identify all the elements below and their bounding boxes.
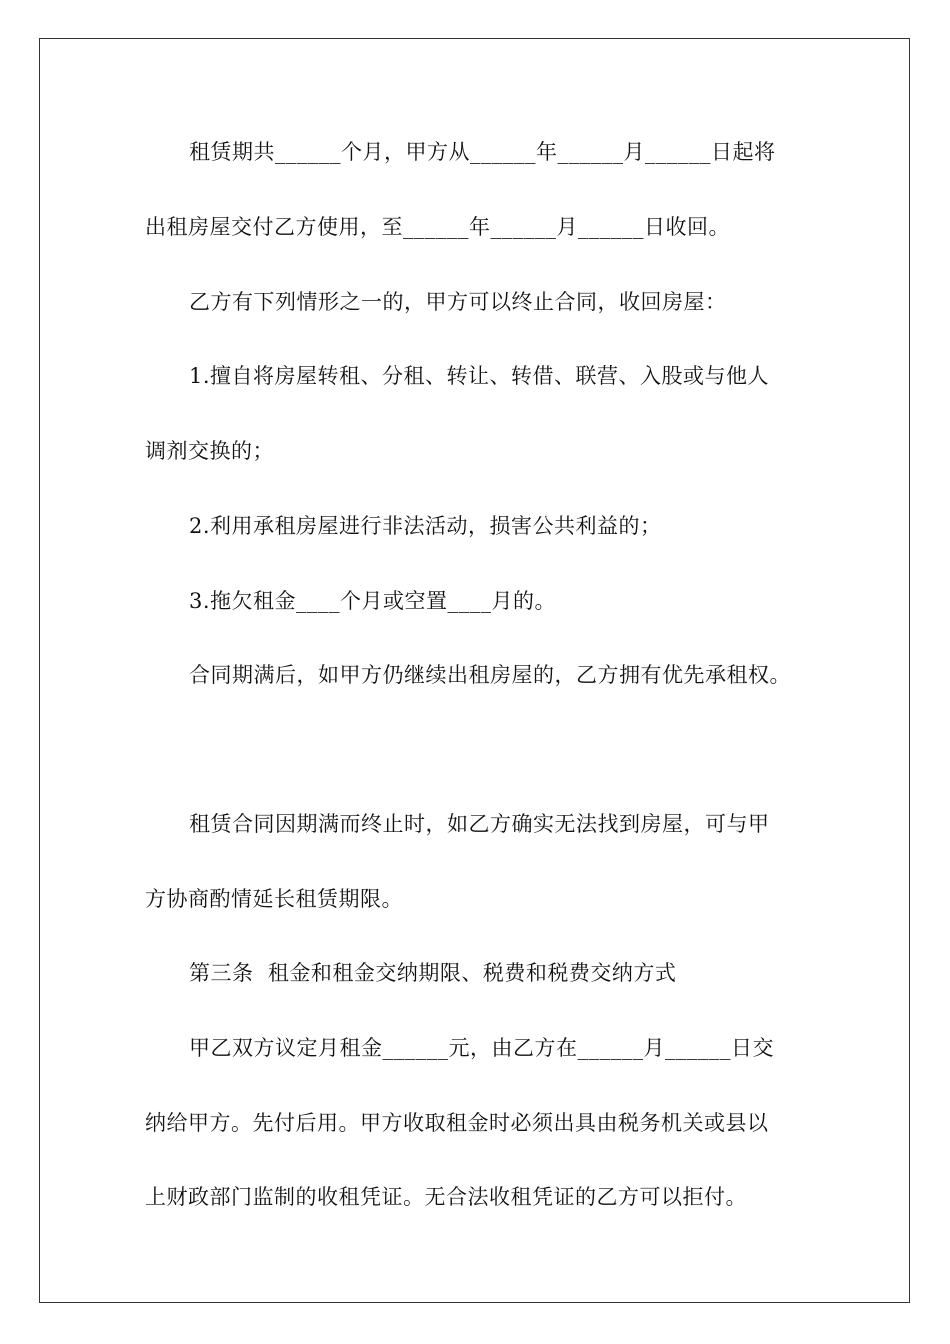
paragraph-rent-line-2: 纳给甲方。先付后用。甲方收取租金时必须出具由税务机关或县以 xyxy=(145,1111,769,1135)
paragraph-rent-line-3: 上财政部门监制的收租凭证。无合法收租凭证的乙方可以拒付。 xyxy=(145,1185,747,1209)
clause-1-line-2: 调剂交换的； xyxy=(145,439,274,463)
clause-1-line-1: 1.擅自将房屋转租、分租、转让、转借、联营、入股或与他人 xyxy=(189,364,770,388)
paragraph-lease-term-line-2: 出租房屋交付乙方使用，至______年______月______日收回。 xyxy=(145,215,730,239)
paragraph-extension-line-1: 租赁合同因期满而终止时，如乙方确实无法找到房屋，可与甲 xyxy=(189,812,770,836)
paragraph-rent-line-1: 甲乙双方议定月租金______元，由乙方在______月______日交 xyxy=(189,1036,774,1060)
paragraph-priority-right: 合同期满后，如甲方仍继续出租房屋的，乙方拥有优先承租权。 xyxy=(189,663,791,687)
clause-3: 3.拖欠租金____个月或空置____月的。 xyxy=(189,589,557,613)
clause-2: 2.利用承租房屋进行非法活动，损害公共利益的； xyxy=(189,514,662,538)
paragraph-lease-term-line-1: 租赁期共______个月，甲方从______年______月______日起将 xyxy=(189,140,776,164)
paragraph-termination-intro: 乙方有下列情形之一的，甲方可以终止合同，收回房屋： xyxy=(189,290,727,314)
article-3-heading: 第三条 租金和租金交纳期限、税费和税费交纳方式 xyxy=(189,961,677,985)
paragraph-extension-line-2: 方协商酌情延长租赁期限。 xyxy=(145,887,403,911)
